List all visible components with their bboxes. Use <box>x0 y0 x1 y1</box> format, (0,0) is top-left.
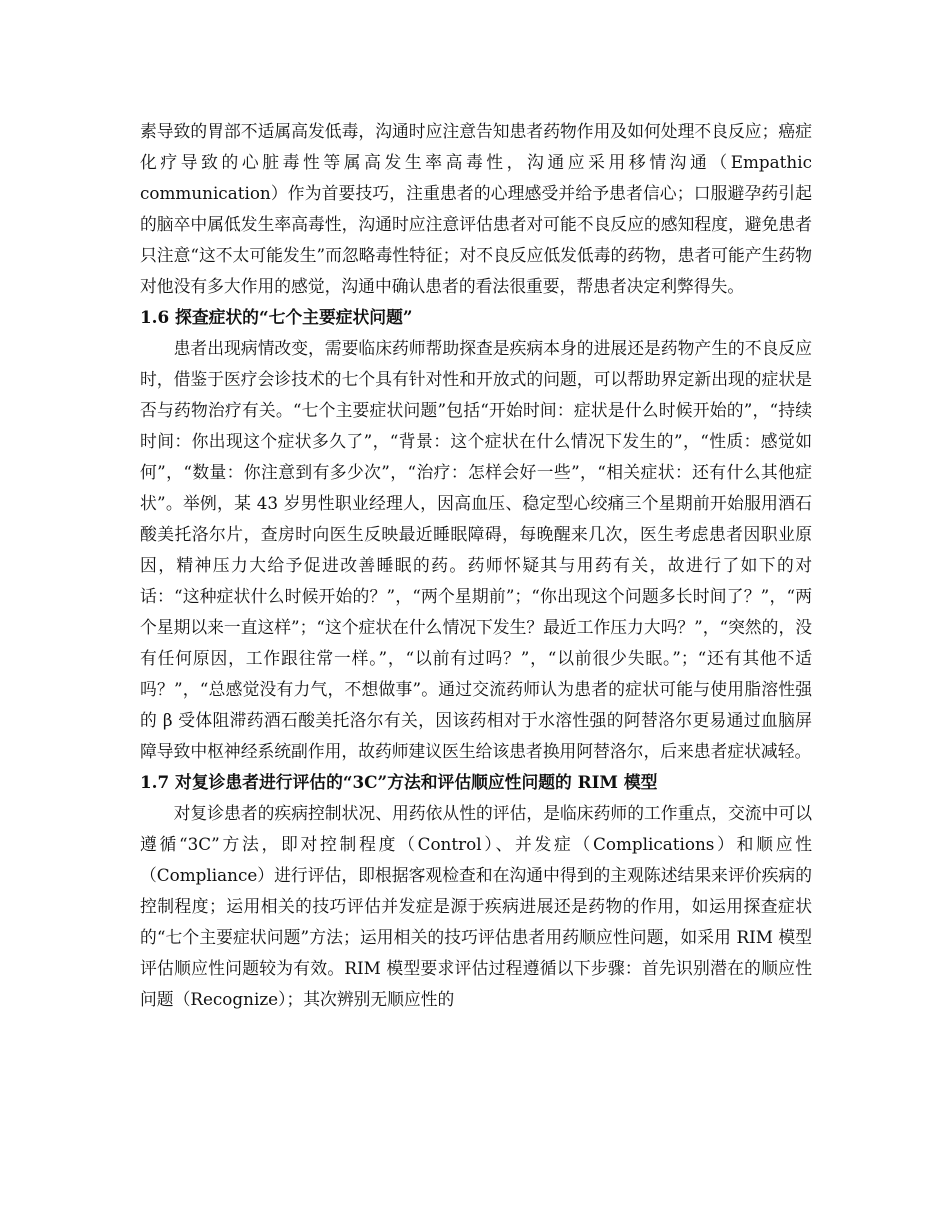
paragraph-adverse-reaction-communication: 素导致的胃部不适属高发低毒，沟通时应注意告知患者药物作用及如何处理不良反应；癌症化疗导致的心脏毒性等属高发生率高毒性，沟通应采用移情沟通（Empathic communication）作为首要技巧，注重患者的心理感受并给予患者信心；口服避孕药引起的脑卒中属低发生率高毒性，沟通时应注意评估患者对可能不良反应的感知程度，避免患者只注意“这不太可能发生”而忽略毒性特征；对不良反应低发低毒的药物，患者可能产生药物对他没有多大作用的感觉，沟通中确认患者的看法很重要，帮患者决定利弊得失。 <box>140 121 812 296</box>
paragraph-3c-rim-model: 对复诊患者的疾病控制状况、用药依从性的评估，是临床药师的工作重点，交流中可以遵循“3C”方法，即对控制程度（Control）、并发症（Complications）和顺应性（Compliance）进行评估，即根据客观检查和在沟通中得到的主观陈述结果来评价疾病的控制程度；运用相关的技巧评估并发症是源于疾病进展还是药物的作用，如运用探查症状的“七个主要症状问题”方法；运用相关的技巧评估患者用药顺应性问题，如采用 RIM 模型评估顺应性问题较为有效。RIM 模型要求评估过程遵循以下步骤：首先识别潜在的顺应性问题（Recognize）；其次辨别无顺应性的 <box>140 803 812 1009</box>
paragraph-seven-symptom-questions: 患者出现病情改变，需要临床药师帮助探查是疾病本身的进展还是药物产生的不良反应时，借鉴于医疗会诊技术的七个具有针对性和开放式的问题，可以帮助界定新出现的症状是否与药物治疗有关。“七个主要症状问题”包括“开始时间：症状是什么时候开始的”，“持续时间：你出现这个症状多久了”，“背景：这个症状在什么情况下发生的”，“性质：感觉如何”，“数量：你注意到有多少次”，“治疗：怎样会好一些”，“相关症状：还有什么其他症状”。举例，某 43 岁男性职业经理人，因高血压、稳定型心绞痛三个星期前开始服用酒石酸美托洛尔片，查房时向医生反映最近睡眠障碍，每晚醒来几次，医生考虑患者因职业原因，精神压力大给予促进改善睡眠的药。药师怀疑其与用药有关，故进行了如下的对话：“这种症状什么时候开始的？”，“两个星期前”；“你出现这个问题多长时间了？”，“两个星期以来一直这样”；“这个症状在什么情况下发生？最近工作压力大吗？”，“突然的，没有任何原因，工作跟往常一样。”，“以前有过吗？”，“以前很少失眠。”；“还有其他不适吗？”，“总感觉没有力气，不想做事”。通过交流药师认为患者的症状可能与使用脂溶性强的 β 受体阻滞药酒石酸美托洛尔有关，因该药相对于水溶性强的阿替洛尔更易通过血脑屏障导致中枢神经系统副作用，故药师建议医生给该患者换用阿替洛尔，后来患者症状减轻。 <box>140 338 813 761</box>
document-page <box>140 116 812 1015</box>
section-heading-1-6: 1.6 探查症状的“七个主要症状问题” <box>140 307 413 327</box>
section-heading-1-7: 1.7 对复诊患者进行评估的“3C”方法和评估顺应性问题的 RIM 模型 <box>140 772 658 792</box>
